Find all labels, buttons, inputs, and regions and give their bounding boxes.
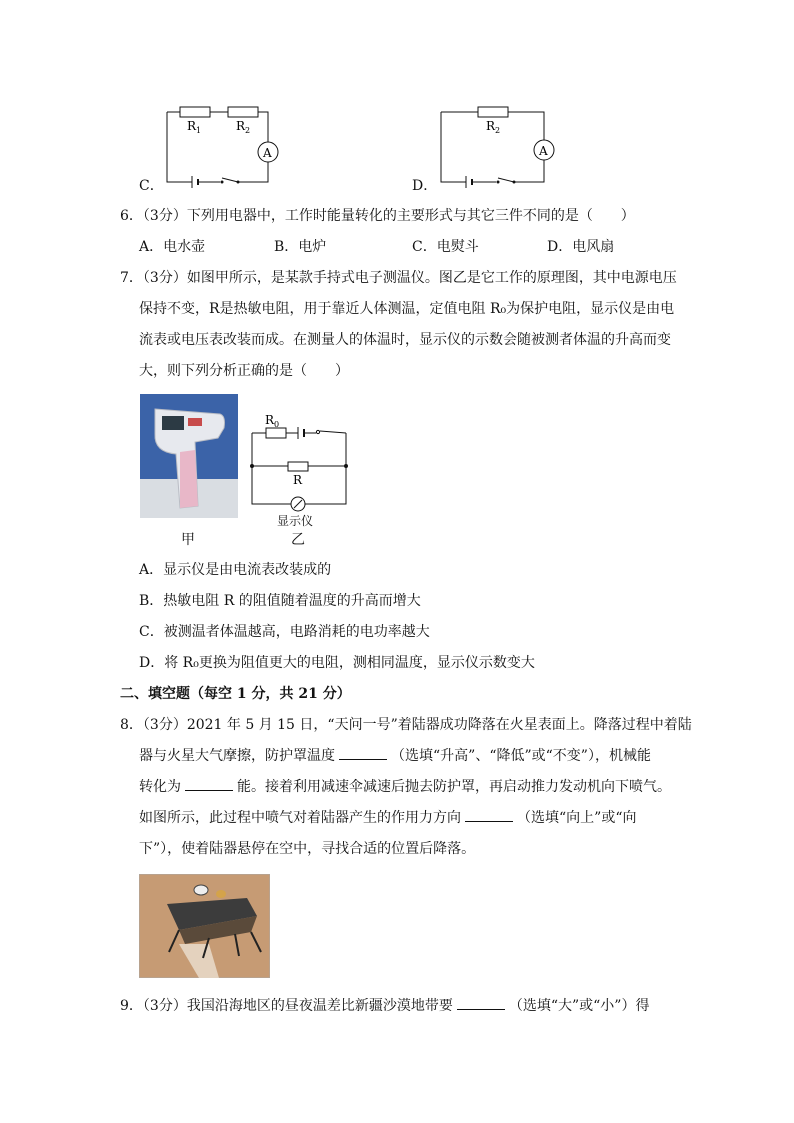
answer-blank[interactable] bbox=[339, 747, 387, 760]
q7-option-d: D．将 R₀更换为阻值更大的电阻，测相同温度，显示仪示数变大 bbox=[139, 655, 535, 671]
q7-option-c: C．被测温者体温越高，电路消耗的电功率越大 bbox=[139, 624, 430, 640]
circuit-diagram-c bbox=[160, 100, 280, 190]
q6-option-a: A．电水壶 bbox=[139, 239, 206, 255]
r2-label: R bbox=[236, 119, 246, 133]
answer-blank[interactable] bbox=[185, 778, 233, 791]
r2-subscript: 2 bbox=[495, 126, 501, 135]
q6-option-d: D．电风扇 bbox=[547, 239, 615, 255]
r2-subscript: 2 bbox=[245, 126, 251, 135]
q7-line-3: 流表或电压表改装而成。在测量人的体温时，显示仪的示数会随被测者体温的升高而变 bbox=[139, 332, 671, 348]
figure-jia-label: 甲 bbox=[181, 532, 195, 548]
q6-stem: 6．（3分）下列用电器中，工作时能量转化的主要形式与其它三件不同的是（ ） bbox=[120, 208, 635, 224]
q8-line-4-end: （选填“向上”或“向 bbox=[517, 810, 637, 826]
r2-label: R bbox=[486, 119, 496, 133]
q9-line-1 bbox=[120, 996, 649, 1016]
q6-option-c: C．电熨斗 bbox=[412, 239, 479, 255]
circuit-diagram-d bbox=[434, 100, 559, 190]
q9-line-1-start: 9．（3分）我国沿海地区的昼夜温差比新疆沙漠地带要 bbox=[120, 998, 453, 1014]
display-meter-label: 显示仪 bbox=[277, 514, 314, 528]
thermometer-photo bbox=[140, 394, 238, 518]
q9-line-1-end: （选填“大”或“小”）得 bbox=[508, 998, 650, 1014]
q8-line-3-start: 转化为 bbox=[139, 779, 181, 795]
ammeter-label: A bbox=[263, 146, 272, 160]
q7-option-b: B．热敏电阻 R 的阻值随着温度的升高而增大 bbox=[139, 593, 421, 609]
q8-line-4-start: 如图所示，此过程中喷气对着陆器产生的作用力方向 bbox=[139, 810, 461, 826]
r-label: R bbox=[293, 473, 303, 487]
option-c-label: C． bbox=[139, 178, 164, 194]
q7-option-a: A．显示仪是由电流表改装成的 bbox=[139, 562, 332, 578]
section-heading: 二、填空题（每空 1 分，共 21 分） bbox=[120, 686, 351, 702]
q8-line-2-end: （选填“升高”、“降低”或“不变”），机械能 bbox=[391, 748, 651, 764]
q8-line-5: 下”），使着陆器悬停在空中，寻找合适的位置后降落。 bbox=[139, 841, 476, 857]
answer-blank[interactable] bbox=[457, 997, 505, 1010]
ammeter-label: A bbox=[539, 144, 548, 158]
r1-label: R bbox=[187, 119, 197, 133]
q7-line-1: 7．（3分）如图甲所示，是某款手持式电子测温仪。图乙是它工作的原理图，其中电源电压 bbox=[120, 270, 677, 286]
r1-subscript: 1 bbox=[196, 126, 202, 135]
answer-blank[interactable] bbox=[465, 809, 513, 822]
lander-photo bbox=[139, 874, 270, 978]
q7-line-4: 大，则下列分析正确的是（ ） bbox=[139, 363, 349, 379]
q8-line-2 bbox=[139, 746, 651, 766]
q8-line-2-start: 器与火星大气摩擦，防护罩温度 bbox=[139, 748, 335, 764]
r0-subscript: 0 bbox=[274, 420, 280, 429]
q8-line-4 bbox=[139, 808, 636, 828]
q8-line-3-end: 能。接着利用减速伞减速后抛去防护罩，再启动推力发动机向下喷气。 bbox=[237, 779, 671, 795]
q8-line-1: 8．（3分）2021 年 5 月 15 日，“天问一号”着陆器成功降落在火星表面上。降落过程中着陆 bbox=[120, 717, 692, 733]
q7-line-2: 保持不变，R是热敏电阻，用于靠近人体测温，定值电阻 R₀为保护电阻，显示仪是由电 bbox=[139, 301, 675, 317]
r0-label: R bbox=[265, 413, 275, 427]
option-d-label: D． bbox=[412, 178, 438, 194]
q6-option-b: B．电炉 bbox=[274, 239, 327, 255]
q8-line-3 bbox=[139, 777, 671, 797]
figure-yi-label: 乙 bbox=[291, 532, 305, 548]
